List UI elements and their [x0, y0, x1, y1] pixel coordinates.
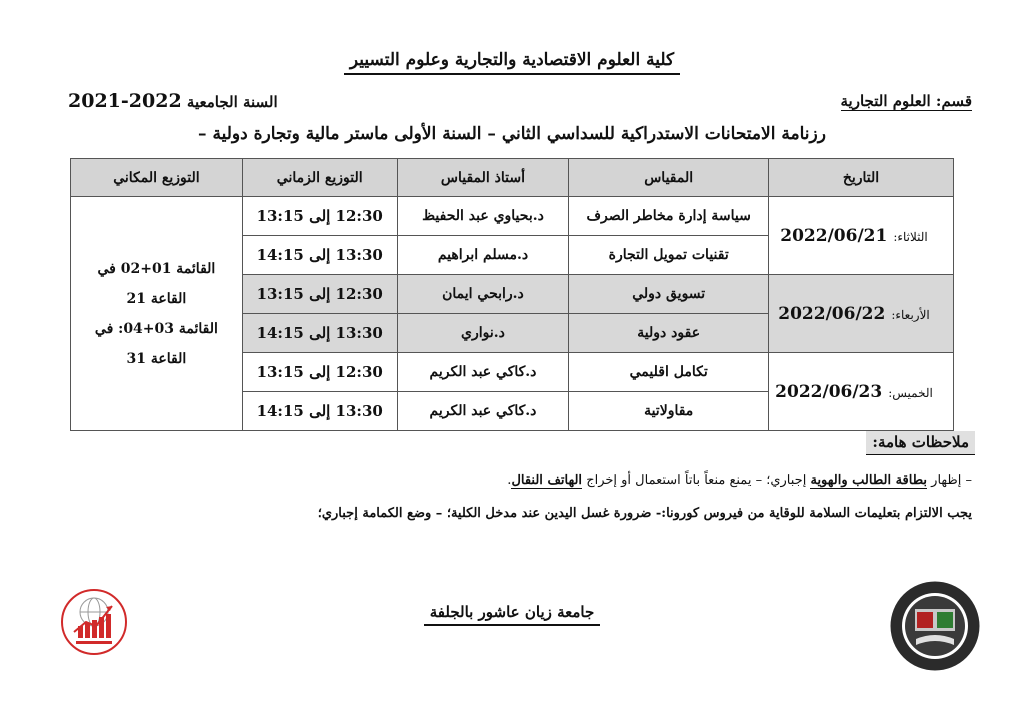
- column-header-subject: المقياس: [569, 159, 769, 197]
- notes-title: ملاحظات هامة:: [866, 431, 975, 455]
- column-header-date: التاريخ: [769, 159, 954, 197]
- faculty-title: كلية العلوم الاقتصادية والتجارية وعلوم التسيير: [0, 50, 1024, 70]
- time-cell: 12:30 إلى 13:15: [242, 275, 397, 314]
- subject-cell: تسويق دولي: [569, 275, 769, 314]
- note-text: – إظهار: [931, 473, 972, 488]
- teacher-cell: د.رابحي ايمان: [397, 275, 569, 314]
- date-cell: [769, 197, 954, 275]
- subject-cell: تقنيات تمويل التجارة: [569, 236, 769, 275]
- day-name: الخميس:: [888, 385, 933, 400]
- university-growth-chart-logo-icon: [60, 588, 128, 656]
- note-emphasis: بطاقة الطالب والهوية: [810, 473, 928, 488]
- column-header-time: التوزيع الزماني: [242, 159, 397, 197]
- place-cell: [71, 197, 243, 431]
- place-line-1: القائمة 01+02 في القاعة 21: [97, 260, 216, 307]
- time-cell: 12:30 إلى 13:15: [242, 353, 397, 392]
- date-cell: [769, 275, 954, 353]
- teacher-cell: د.بحياوي عبد الحفيظ: [397, 197, 569, 236]
- note-text: .: [507, 473, 512, 488]
- teacher-cell: د.مسلم ابراهيم: [397, 236, 569, 275]
- department-label: قسم: العلوم التجارية: [840, 92, 972, 110]
- universite-de-djelfa-seal-icon: [888, 579, 982, 673]
- date-value: 2022/06/22: [778, 303, 886, 324]
- university-name: جامعة زيان عاشور بالجلفة: [0, 603, 1024, 621]
- academic-year: [68, 90, 278, 112]
- date-cell: [769, 353, 954, 431]
- teacher-cell: د.كاكي عبد الكريم: [397, 392, 569, 431]
- note-line-2: يجب الالتزام بتعليمات السلامة للوقاية من فيروس كورونا:- ضرورة غسل اليدين عند مدخل الكلية؛ – وضع الكمامة إجباري؛: [317, 506, 972, 521]
- place-line-2: القائمة 03+04: في القاعة 31: [94, 320, 218, 367]
- time-cell: 13:30 إلى 14:15: [242, 236, 397, 275]
- column-header-teacher: أستاذ المقياس: [397, 159, 569, 197]
- note-emphasis: الهاتف النقال: [511, 473, 583, 488]
- note-line-1: [507, 473, 972, 488]
- time-cell: 12:30 إلى 13:15: [242, 197, 397, 236]
- year-label: السنة الجامعية: [186, 93, 278, 111]
- date-value: 2022/06/23: [775, 381, 883, 402]
- time-cell: 13:30 إلى 14:15: [242, 392, 397, 431]
- table-row: [71, 197, 954, 236]
- time-cell: 13:30 إلى 14:15: [242, 314, 397, 353]
- subject-cell: مقاولاتية: [569, 392, 769, 431]
- schedule-heading: رزنامة الامتحانات الاستدراكية للسداسي الثاني – السنة الأولى ماستر مالية وتجارة دولية –: [198, 124, 826, 144]
- day-name: الثلاثاء:: [893, 229, 928, 244]
- teacher-cell: د.نواري: [397, 314, 569, 353]
- date-value: 2022/06/21: [780, 225, 888, 246]
- teacher-cell: د.كاكي عبد الكريم: [397, 353, 569, 392]
- note-text: إجباري؛ – يمنع منعاً باتاً استعمال أو إخراج: [586, 473, 807, 488]
- year-value: 2022-2021: [68, 90, 182, 112]
- table-header-row: [71, 159, 954, 197]
- exam-schedule-table: [70, 158, 954, 431]
- subject-cell: سياسة إدارة مخاطر الصرف: [569, 197, 769, 236]
- subject-cell: عقود دولية: [569, 314, 769, 353]
- subject-cell: تكامل اقليمي: [569, 353, 769, 392]
- column-header-place: التوزيع المكاني: [71, 159, 243, 197]
- day-name: الأربعاء:: [891, 307, 930, 322]
